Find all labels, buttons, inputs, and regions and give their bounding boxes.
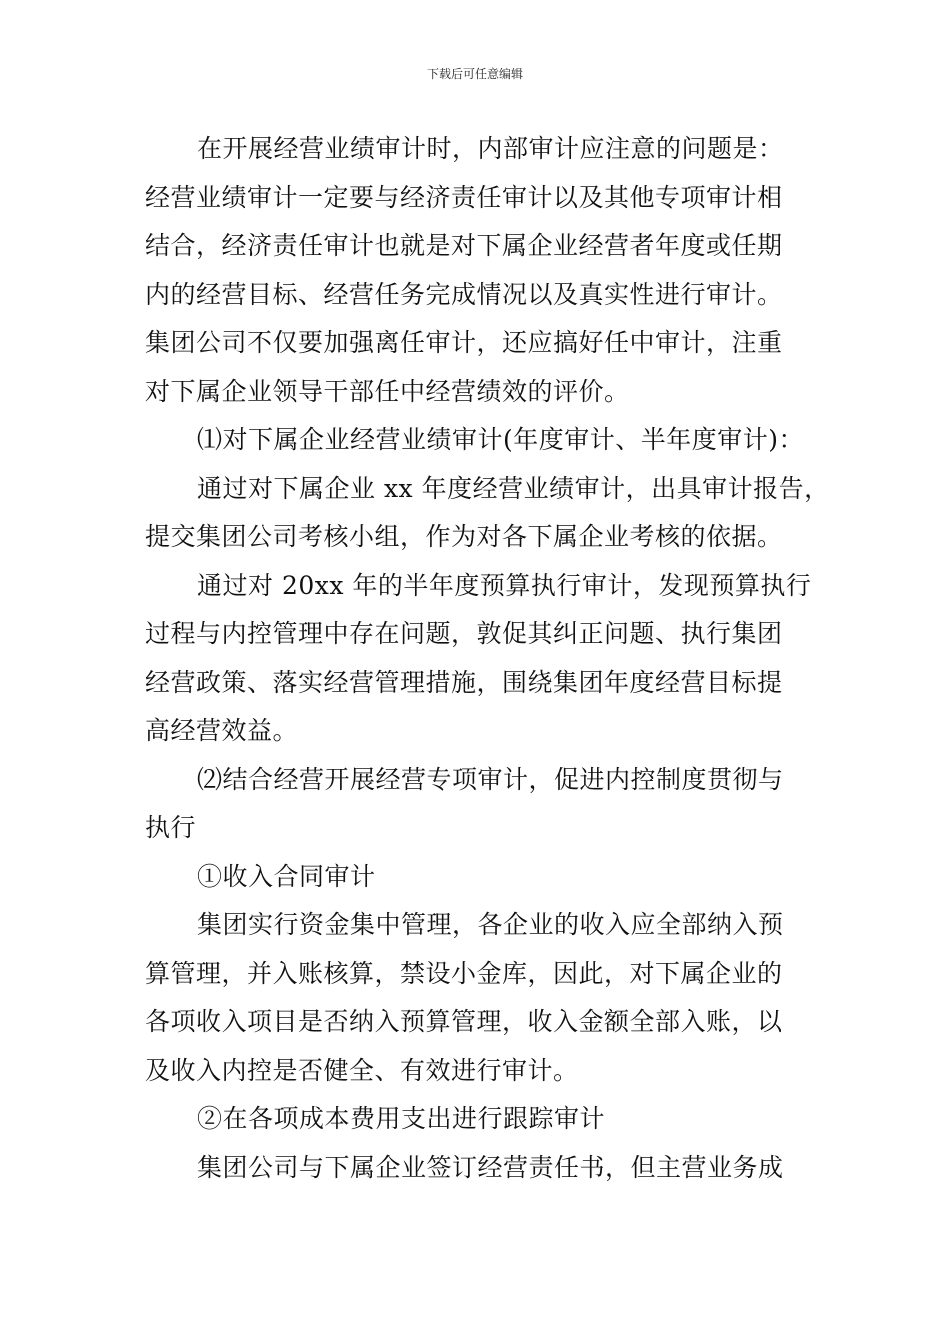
text-line: 及收入内控是否健全、有效进行审计。 [145, 1055, 579, 1085]
text-line: 高经营效益。 [145, 716, 299, 745]
paragraph-3 [145, 562, 810, 756]
text-line: 经营政策、落实经营管理措施，围绕集团年度经营目标提 [145, 667, 783, 697]
subsection-heading-2 [145, 1095, 810, 1144]
text-line: 集团公司与下属企业签订经营责任书，但主营业务成 [197, 1152, 784, 1182]
paragraph-4 [145, 901, 810, 1095]
text-line: 经营业绩审计一定要与经济责任审计以及其他专项审计相 [145, 182, 783, 212]
subsection-heading-1 [145, 853, 810, 902]
text-line: ⑵结合经营开展经营专项审计，促进内控制度贯彻与 [197, 764, 784, 794]
section-heading-1 [145, 416, 810, 465]
text-line: 集团公司不仅要加强离任审计，还应搞好任中审计，注重 [145, 328, 783, 357]
document-body [145, 125, 830, 1192]
text-line: 集团实行资金集中管理，各企业的收入应全部纳入预 [197, 910, 784, 939]
paragraph-2 [145, 465, 830, 562]
text-line: 过程与内控管理中存在问题，敦促其纠正问题、执行集团 [145, 619, 783, 648]
text-line: 通过对 20xx 年的半年度预算执行审计，发现预算执行 [197, 570, 812, 600]
text-line: 提交集团公司考核小组，作为对各下属企业考核的依据。 [145, 522, 783, 551]
text-line: 算管理，并入账核算，禁设小金库，因此，对下属企业的 [145, 958, 783, 988]
text-line: 各项收入项目是否纳入预算管理，收入金额全部入账，以 [145, 1007, 783, 1036]
page-header: 下载后可任意编辑 [426, 67, 523, 81]
text-line: 执行 [145, 813, 197, 842]
text-line: 在开展经营业绩审计时，内部审计应注意的问题是： [197, 134, 784, 163]
text-line: 通过对下属企业 xx 年度经营业绩审计，出具审计报告， [197, 473, 830, 503]
paragraph-1 [145, 125, 810, 416]
text-line: ②在各项成本费用支出进行跟踪审计 [197, 1104, 606, 1133]
text-line: 内的经营目标、经营任务完成情况以及真实性进行审计。 [145, 279, 783, 309]
text-line: ⑴对下属企业经营业绩审计(年度审计、半年度审计)： [197, 425, 805, 454]
paragraph-5 [145, 1144, 810, 1193]
section-heading-2 [145, 756, 810, 853]
text-line: ①收入合同审计 [197, 861, 376, 891]
text-line: 结合，经济责任审计也就是对下属企业经营者年度或任期 [145, 231, 783, 260]
text-line: 对下属企业领导干部任中经营绩效的评价。 [145, 376, 630, 406]
